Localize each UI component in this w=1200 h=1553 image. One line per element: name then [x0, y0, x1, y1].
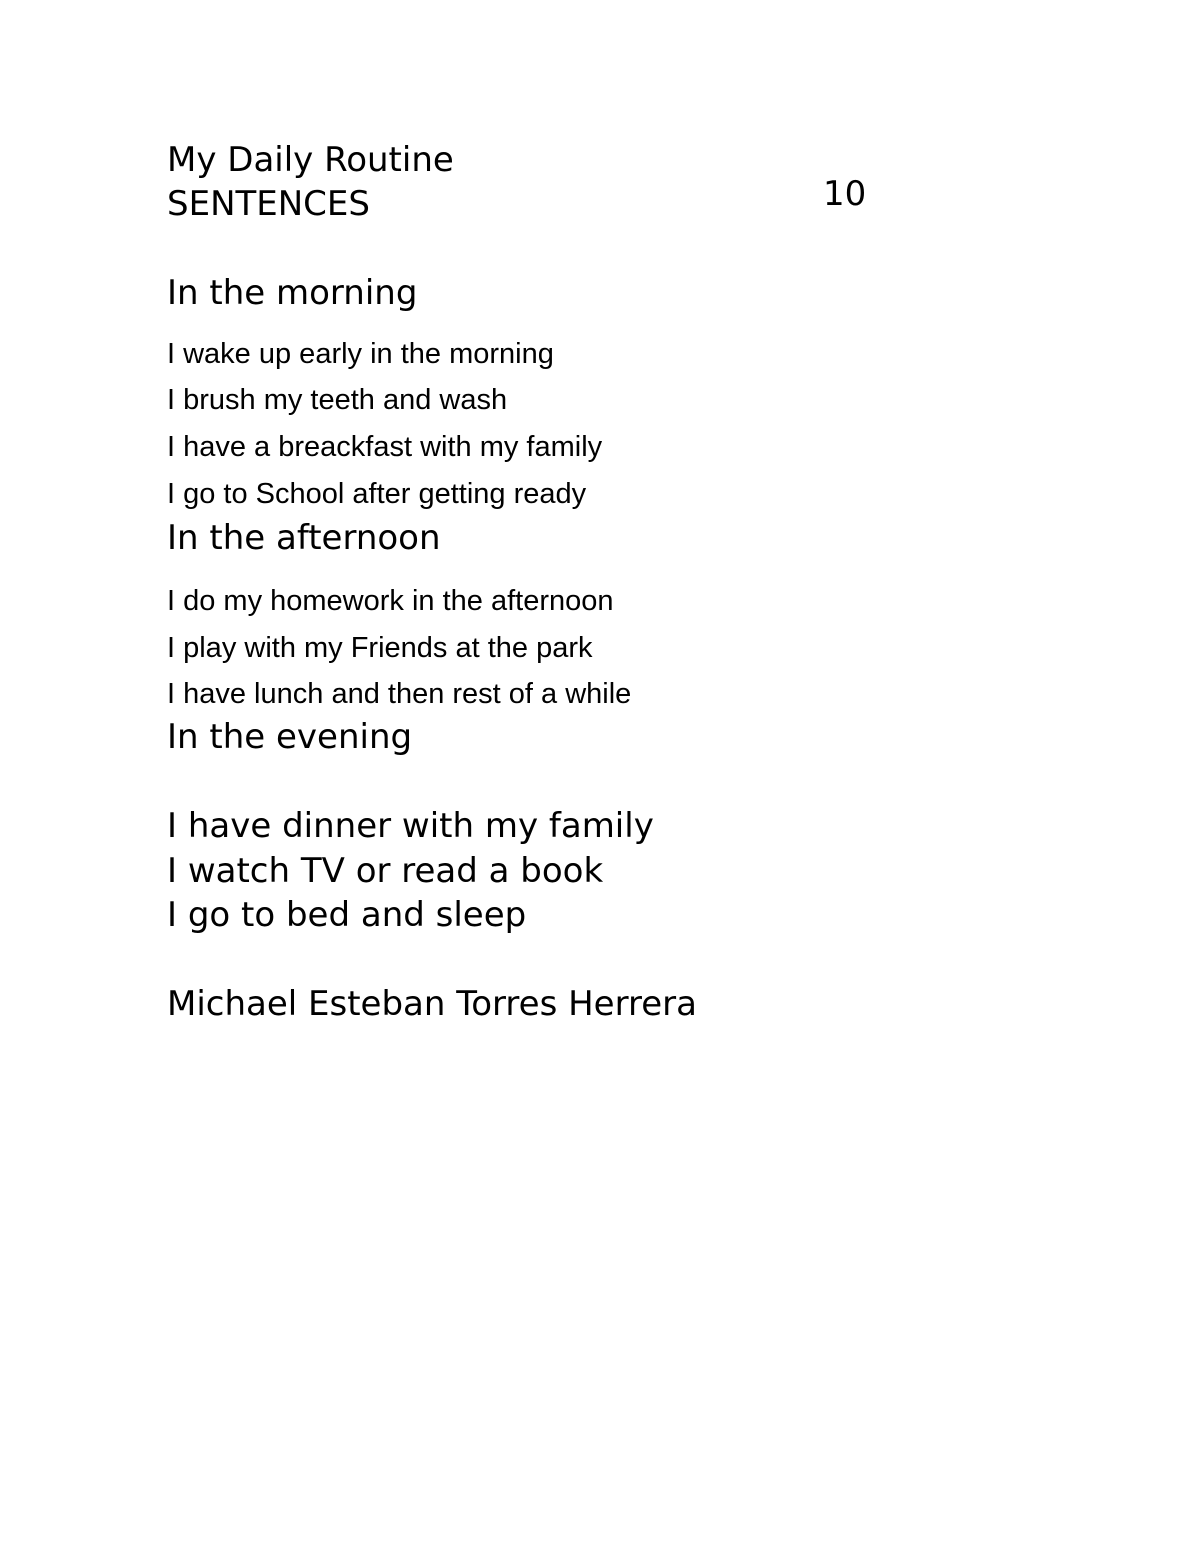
page-title: My Daily Routine [167, 140, 454, 180]
sentence-morning-1: I wake up early in the morning [167, 338, 554, 370]
sentence-evening-1: I have dinner with my family [167, 806, 654, 846]
page-subtitle: SENTENCES [167, 184, 370, 224]
section-heading-evening: In the evening [167, 717, 413, 757]
author-name: Michael Esteban Torres Herrera [167, 984, 697, 1024]
sentence-count: 10 [823, 174, 867, 214]
section-heading-afternoon: In the afternoon [167, 518, 441, 558]
sentence-evening-3: I go to bed and sleep [167, 895, 527, 935]
sentence-morning-3: I have a breackfast with my family [167, 431, 603, 463]
sentence-morning-2: I brush my teeth and wash [167, 384, 508, 416]
sentence-afternoon-1: I do my homework in the afternoon [167, 585, 614, 617]
sentence-afternoon-3: I have lunch and then rest of a while [167, 678, 632, 710]
sentence-afternoon-2: I play with my Friends at the park [167, 632, 593, 664]
sentence-morning-4: I go to School after getting ready [167, 478, 587, 510]
section-heading-morning: In the morning [167, 273, 418, 313]
sentence-evening-2: I watch TV or read a book [167, 851, 604, 891]
